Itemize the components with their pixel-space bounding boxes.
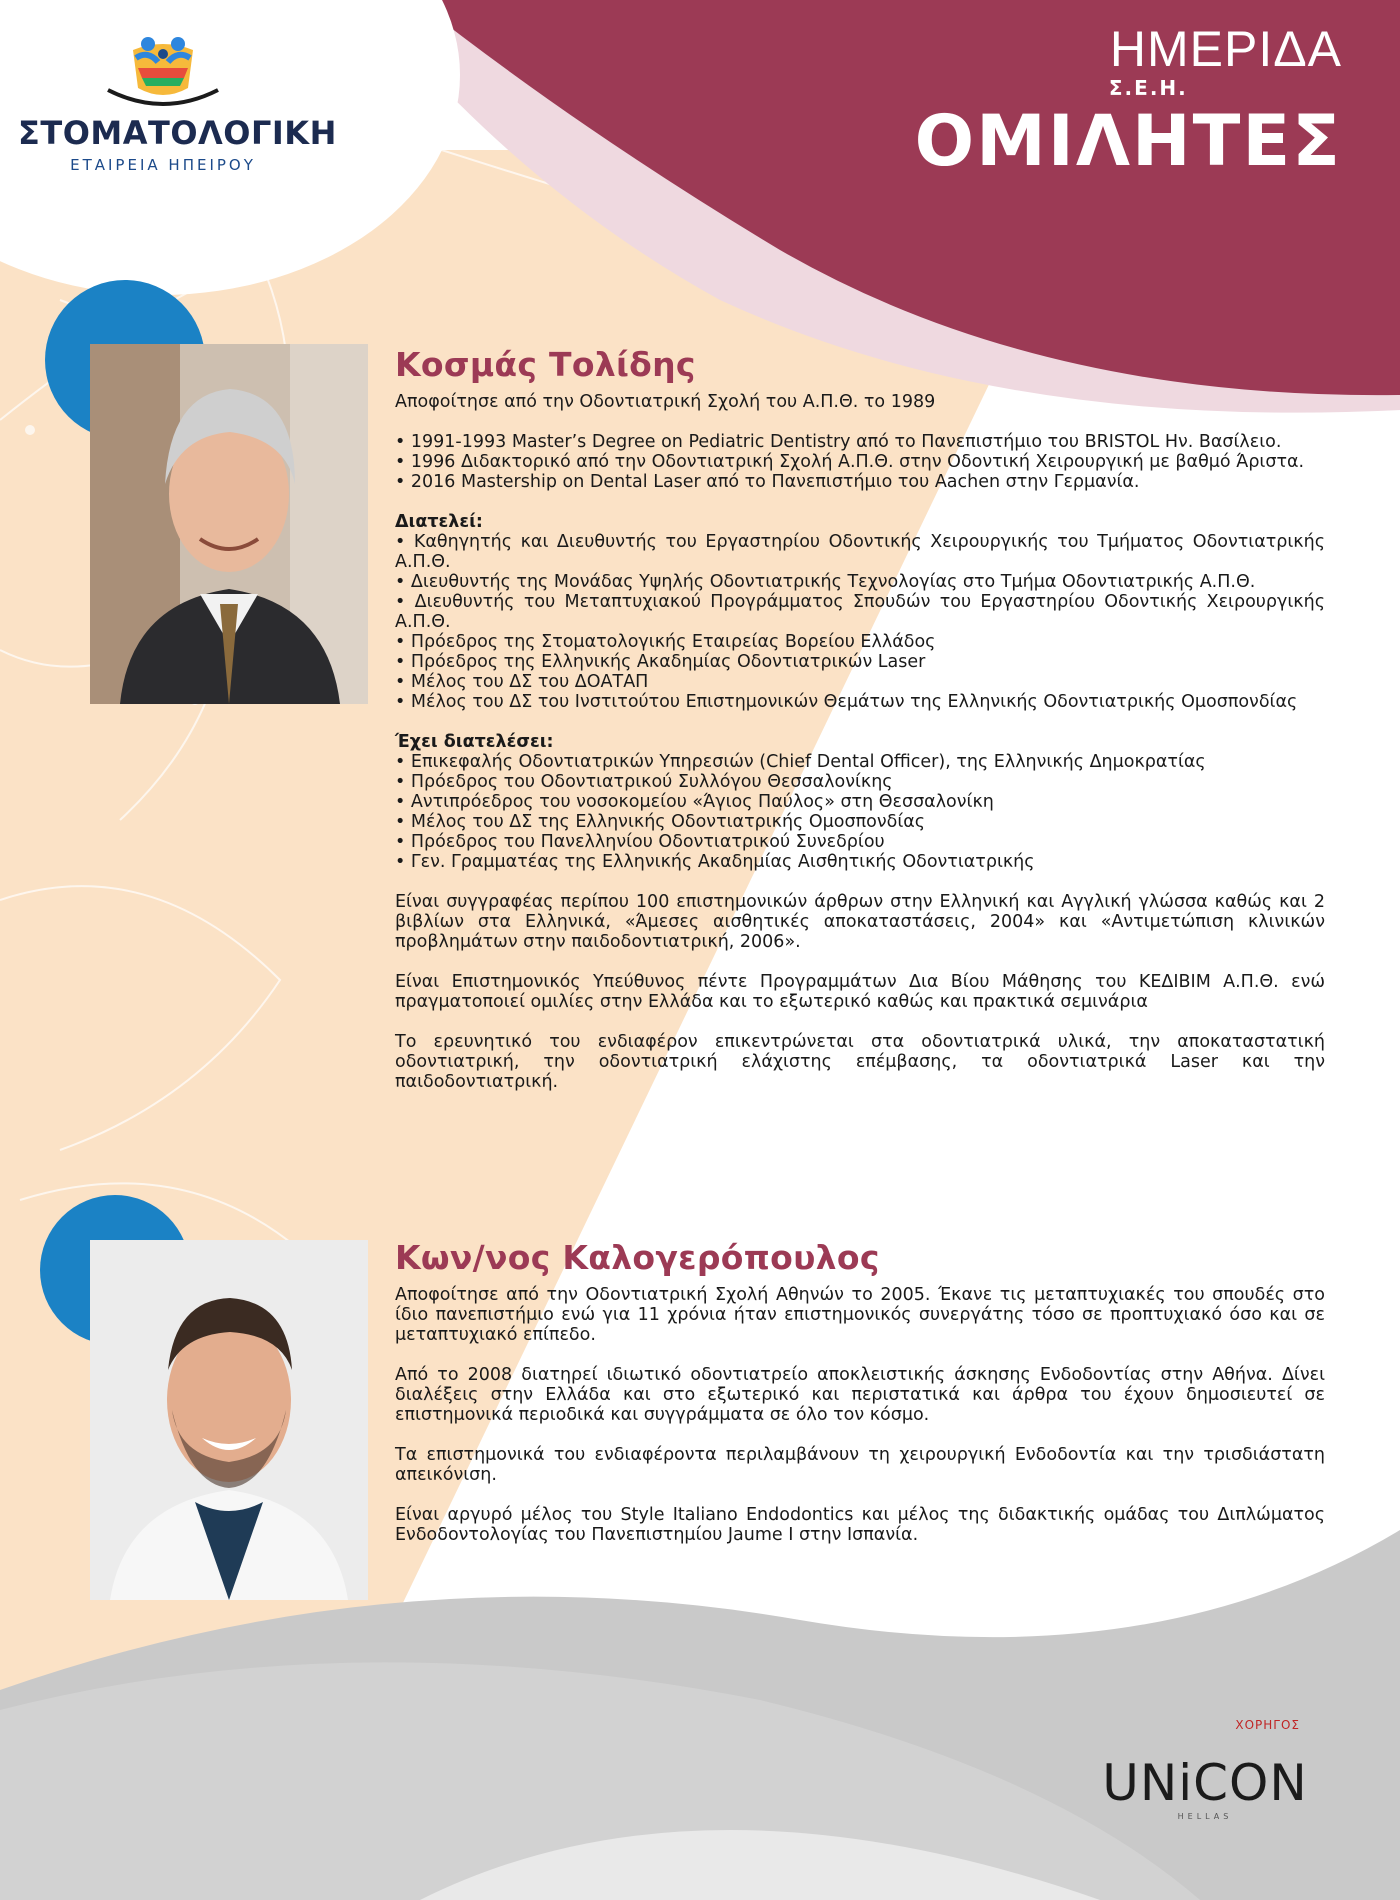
speaker1-current-roles xyxy=(395,512,1325,712)
section-label: Διατελεί: xyxy=(395,512,483,532)
list-item: • Γεν. Γραμματέας της Ελληνικής Ακαδημίας Αισθητικής Οδοντιατρικής xyxy=(395,852,1035,872)
list-item: • 1991-1993 Master’s Degree on Pediatric Dentistry από το Πανεπιστήμιο του BRISTOL Ην. Βασίλειο. xyxy=(395,432,1282,452)
list-item: • Μέλος του ΔΣ του Ινστιτούτου Επιστημονικών Θεμάτων της Ελληνικής Οδοντιατρικής Ομοσπονδίας xyxy=(395,692,1298,712)
speaker1-name: Κοσμάς Τολίδης xyxy=(395,345,696,384)
list-item: • Διευθυντής του Μεταπτυχιακού Προγράμματος Σπουδών του Εργαστηρίου Οδοντικής Χειρουργικής Α.Π.Θ. xyxy=(395,592,1325,632)
speaker2-name: Κων/νος Καλογερόπουλος xyxy=(395,1238,880,1277)
family-tooth-icon xyxy=(88,28,238,108)
organization-logo xyxy=(18,28,337,174)
list-item: • Επικεφαλής Οδοντιατρικών Υπηρεσιών (Chief Dental Officer), της Ελληνικής Δημοκρατίας xyxy=(395,752,1206,772)
sponsor-label: ΧΟΡΗΓΟΣ xyxy=(1235,1718,1300,1732)
speaker1-intro: Αποφοίτησε από την Οδοντιατρική Σχολή του Α.Π.Θ. το 1989 xyxy=(395,392,936,412)
list-item: • Μέλος του ΔΣ της Ελληνικής Οδοντιατρικής Ομοσπονδίας xyxy=(395,812,926,832)
list-item: • Καθηγητής και Διευθυντής του Εργαστηρίου Οδοντικής Χειρουργικής του Τμήματος Οδοντιατρικής Α.Π.Θ. xyxy=(395,532,1325,572)
page-title: ΟΜΙΛΗΤΕΣ xyxy=(914,100,1342,182)
list-item: • Διευθυντής της Μονάδας Υψηλής Οδοντιατρικής Τεχνολογίας στο Τμήμα Οδοντιατρικής Α.Π.Θ. xyxy=(395,572,1256,592)
list-item: • Μέλος του ΔΣ του ΔΟΑΤΑΠ xyxy=(395,672,649,692)
list-item: • Πρόεδρος της Ελληνικής Ακαδημίας Οδοντιατρικών Laser xyxy=(395,652,926,672)
list-item: • 1996 Διδακτορικό από την Οδοντιατρική Σχολή Α.Π.Θ. στην Οδοντική Χειρουργική με βαθμό Άριστα. xyxy=(395,452,1305,472)
speaker2-education: Αποφοίτησε από την Οδοντιατρική Σχολή Αθηνών το 2005. Έκανε τις μεταπτυχιακές του σπουδές στο ίδιο πανεπιστήμιο ενώ για 11 χρόνια ήταν επιστημονικός συνεργάτης τόσο σε προπτυχιακό όσο και σε μεταπτυχιακό επίπεδο. xyxy=(395,1285,1325,1345)
speaker2-interests: Τα επιστημονικά του ενδιαφέροντα περιλαμβάνουν τη χειρουργική Ενδοδοντία και την τρισδιάστατη απεικόνιση. xyxy=(395,1445,1325,1485)
list-item: • Αντιπρόεδρος του νοσοκομείου «Άγιος Παύλος» στη Θεσσαλονίκη xyxy=(395,792,994,812)
sponsor-subtitle: HELLAS xyxy=(1177,1812,1233,1821)
list-item: • Πρόεδρος της Στοματολογικής Εταιρείας Βορείου Ελλάδος xyxy=(395,632,936,652)
speaker2-practice: Από το 2008 διατηρεί ιδιωτικό οδοντιατρείο αποκλειστικής άσκησης Ενδοδοντίας στην Αθήνα. Δίνει διαλέξεις στην Ελλάδα και στο εξωτερικό και περιστατικά και άρθρα του έχουν δημοσιευτεί σε επιστημονικά περιοδικά και συγγράμματα σε όλο τον κόσμο. xyxy=(395,1365,1325,1425)
list-item: • Πρόεδρος του Οδοντιατρικού Συλλόγου Θεσσαλονίκης xyxy=(395,772,893,792)
speaker2-photo xyxy=(90,1240,368,1600)
logo-subtitle: ΕΤΑΙΡΕΙΑ ΗΠΕΙΡΟΥ xyxy=(70,156,256,174)
section-label: Έχει διατελέσει: xyxy=(395,732,554,752)
speaker1-research: Το ερευνητικό του ενδιαφέρον επικεντρώνεται στα οδοντιατρικά υλικά, την αποκαταστατική οδοντιατρική, την οδοντιατρική ελάχιστης επέμβασης, τα οδοντιατρικά Laser και την παιδοδοντιατρική. xyxy=(395,1032,1325,1092)
page-header xyxy=(914,21,1342,182)
speaker1-degrees xyxy=(395,432,1325,492)
speaker1-past-roles xyxy=(395,732,1325,872)
speaker1-publications: Είναι συγγραφέας περίπου 100 επιστημονικών άρθρων στην Ελληνική και Αγγλική γλώσσα καθώς και 2 βιβλίων στα Ελληνικά, «Άμεσες αισθητικές αποκαταστάσεις, 2004» και «Αντιμετώπιση κλινικών προβλημάτων στην παιδοδοντιατρική, 2006». xyxy=(395,892,1325,952)
logo-title: ΣΤΟΜΑΤΟΛΟΓΙΚΗ xyxy=(18,114,337,152)
speaker2-bio xyxy=(395,1238,1325,1565)
speaker2-memberships: Είναι αργυρό μέλος του Style Italiano Endodontics και μέλος της διδακτικής ομάδας του Διπλώματος Ενδοδοντολογίας του Πανεπιστημίου Jaume I στην Ισπανία. xyxy=(395,1505,1325,1545)
sponsor-block xyxy=(1070,1718,1340,1821)
organizer-abbrev: Σ.Ε.Η. xyxy=(1108,76,1188,100)
list-item: • Πρόεδρος του Πανελληνίου Οδοντιατρικού Συνεδρίου xyxy=(395,832,885,852)
list-item: • 2016 Mastership on Dental Laser από το Πανεπιστήμιο του Aachen στην Γερμανία. xyxy=(395,472,1140,492)
speaker1-programs: Είναι Επιστημονικός Υπεύθυνος πέντε Προγραμμάτων Δια Βίου Μάθησης του ΚΕΔΙΒΙΜ Α.Π.Θ. ενώ πραγματοποιεί ομιλίες στην Ελλάδα και το εξωτερικό καθώς και πρακτικά σεμινάρια xyxy=(395,972,1325,1012)
speaker1-photo xyxy=(90,344,368,704)
event-name: ΗΜΕΡΙΔΑ xyxy=(1109,21,1342,77)
speaker1-bio xyxy=(395,345,1325,1112)
sponsor-logo: UNiCON xyxy=(1102,1754,1308,1812)
